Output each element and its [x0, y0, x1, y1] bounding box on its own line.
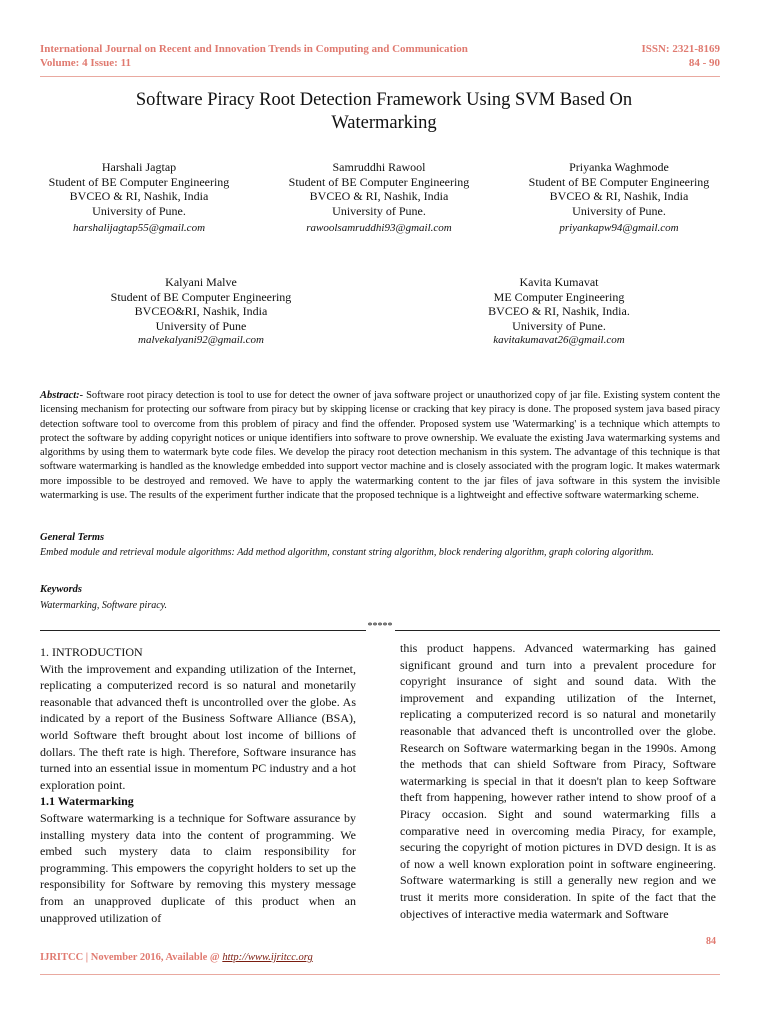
author-name: Kavita Kumavat — [519, 275, 599, 289]
author-institution: BVCEO & RI, Nashik, India — [69, 189, 209, 203]
journal-header-right — [641, 42, 720, 70]
author-block-5 — [444, 275, 674, 348]
keywords-heading: Keywords — [40, 584, 82, 595]
body-column-right — [400, 640, 716, 922]
author-name: Kalyani Malve — [165, 275, 237, 289]
watermarking-heading: 1.1 Watermarking — [40, 794, 134, 809]
body-column-left — [40, 644, 356, 926]
author-block-3 — [504, 160, 734, 236]
introduction-heading: 1. INTRODUCTION — [40, 645, 143, 659]
paper-title-line2: Watermarking — [331, 113, 437, 133]
introduction-text: With the improvement and expanding utilization of the Internet, replicating a computerized record is so natural and monetarily reasonable that advanced theft is uncontrolled over the globe. As indicated by a report of the Business Software Alliance (BSA), world Software theft brought about lost income of billions of dollars. The theft rate is high. Therefore, Software insurance has turned into an essential issue in momentum PC industry and a hot exploration point. — [40, 661, 356, 792]
author-block-2 — [264, 160, 494, 236]
journal-name: International Journal on Recent and Innovation Trends in Computing and Communication — [40, 43, 468, 55]
author-role: Student of BE Computer Engineering — [110, 289, 292, 304]
abstract-text: Software root piracy detection is tool to use for detect the owner of java software project or unauthorized copy of jar file. Existing system content the licensing mechanism for protecting our software from piracy but by skipping license or cracking that key piracy is done. The proposed system java based piracy detection software tool to overcome from this problem of piracy and find the offender. Proposed system use 'Watermarking' is a technique which attempts to protect the software by adding copyright notices or unique identifiers into software to prove ownership. We evaluate the existing Java watermarking systems and algorithms by using them to watermark byte code files. We develop the piracy root detection mechanism in this system. The advantage of this technique is that software watermarking is handled as the knowledge embedded into support vector machine and is closely associated with the program logic. It makes watermark more impossible to be destroyed and removed. We have to apply the watermarking content to the jar files of java software in this system the invisible watermarking is use. The results of the experiment further indicate that the proposed technique is a lightweight and effective software watermarking scheme. — [40, 390, 720, 502]
author-university: University of Pune — [155, 318, 247, 333]
footer-rule — [40, 974, 720, 975]
footer — [40, 952, 313, 963]
author-name: Samruddhi Rawool — [332, 160, 426, 174]
journal-issn: ISSN: 2321-8169 — [641, 43, 720, 55]
author-institution: BVCEO & RI, Nashik, India. — [488, 304, 630, 318]
section-divider — [40, 621, 720, 633]
author-email: priyankapw94@gmail.com — [559, 222, 679, 234]
author-name: Priyanka Waghmode — [569, 160, 669, 174]
journal-header-left — [40, 42, 468, 70]
divider-line-right — [395, 630, 721, 631]
right-column-text: this product happens. Advanced watermarking has gained significant ground and turn into a prevalent procedure for copyright insurance of sight and sound data. With the improvement and expanding utilization of the Internet, replicating a computerized record is so natural and monetarily reasonable that advanced theft is uncontrolled over the globe. Research on Software watermarking began in the 1990s. Among the methods that can shield Software from Piracy, Software watermarking is special in that it doesn't plan to keep Software theft from happening, however rather intend to show proof of a Piracy occasion. Sight and sound watermarking fills a comparative need in overcoming media Piracy, for example, securing the copyright of motion pictures in DVD design. It is as of now a well known exploration point in software engineering. Software watermarking is still a generally new region and we trust it merits more consideration. In spite of the fact that the objectives of interactive media watermark and Software — [400, 641, 716, 921]
author-role: Student of BE Computer Engineering — [288, 174, 470, 189]
author-email: kavitakumavat26@gmail.com — [493, 334, 625, 346]
header-rule — [40, 76, 720, 77]
author-block-4 — [86, 275, 316, 348]
author-university: University of Pune. — [332, 203, 426, 218]
footer-link[interactable]: http://www.ijritcc.org — [222, 952, 313, 963]
page-number: 84 — [706, 936, 716, 947]
author-name: Harshali Jagtap — [101, 160, 177, 174]
author-university: University of Pune. — [512, 318, 606, 333]
author-role: Student of BE Computer Engineering — [48, 174, 230, 189]
author-university: University of Pune. — [92, 203, 186, 218]
author-institution: BVCEO & RI, Nashik, India — [549, 189, 689, 203]
paper-title-line1: Software Piracy Root Detection Framework Using SVM Based On — [135, 90, 633, 110]
author-block-1 — [24, 160, 254, 236]
author-role: ME Computer Engineering — [493, 289, 625, 304]
abstract-label: Abstract:- — [40, 390, 84, 401]
author-institution: BVCEO & RI, Nashik, India — [309, 189, 449, 203]
journal-volume: Volume: 4 Issue: 11 — [40, 57, 131, 69]
abstract — [40, 389, 720, 503]
general-terms-text: Embed module and retrieval module algorithms: Add method algorithm, constant string algorithm, block rendering algorithm, graph coloring algorithm. — [40, 547, 654, 558]
footer-text: IJRITCC | November 2016, Available @ — [40, 952, 223, 963]
general-terms-heading: General Terms — [40, 532, 105, 543]
divider-stars: ***** — [367, 621, 393, 632]
paper-title — [60, 89, 708, 135]
keywords-text: Watermarking, Software piracy. — [40, 600, 168, 611]
divider-line-left — [40, 630, 366, 631]
author-role: Student of BE Computer Engineering — [528, 174, 710, 189]
author-email: rawoolsamruddhi93@gmail.com — [306, 222, 452, 234]
journal-pages: 84 - 90 — [688, 57, 720, 69]
author-institution: BVCEO&RI, Nashik, India — [134, 304, 268, 318]
author-email: malvekalyani92@gmail.com — [138, 334, 264, 346]
author-email: harshalijagtap55@gmail.com — [72, 222, 206, 234]
watermarking-text: Software watermarking is a technique for Software assurance by installing mystery data into the content of programming. We embed such mystery data to claim responsibility for programming. This empowers the copyright holders to set up the responsibility for Software by removing this mystery message from an unapproved duplicate of this product when an unapproved utilization of — [40, 810, 356, 925]
author-university: University of Pune. — [572, 203, 666, 218]
